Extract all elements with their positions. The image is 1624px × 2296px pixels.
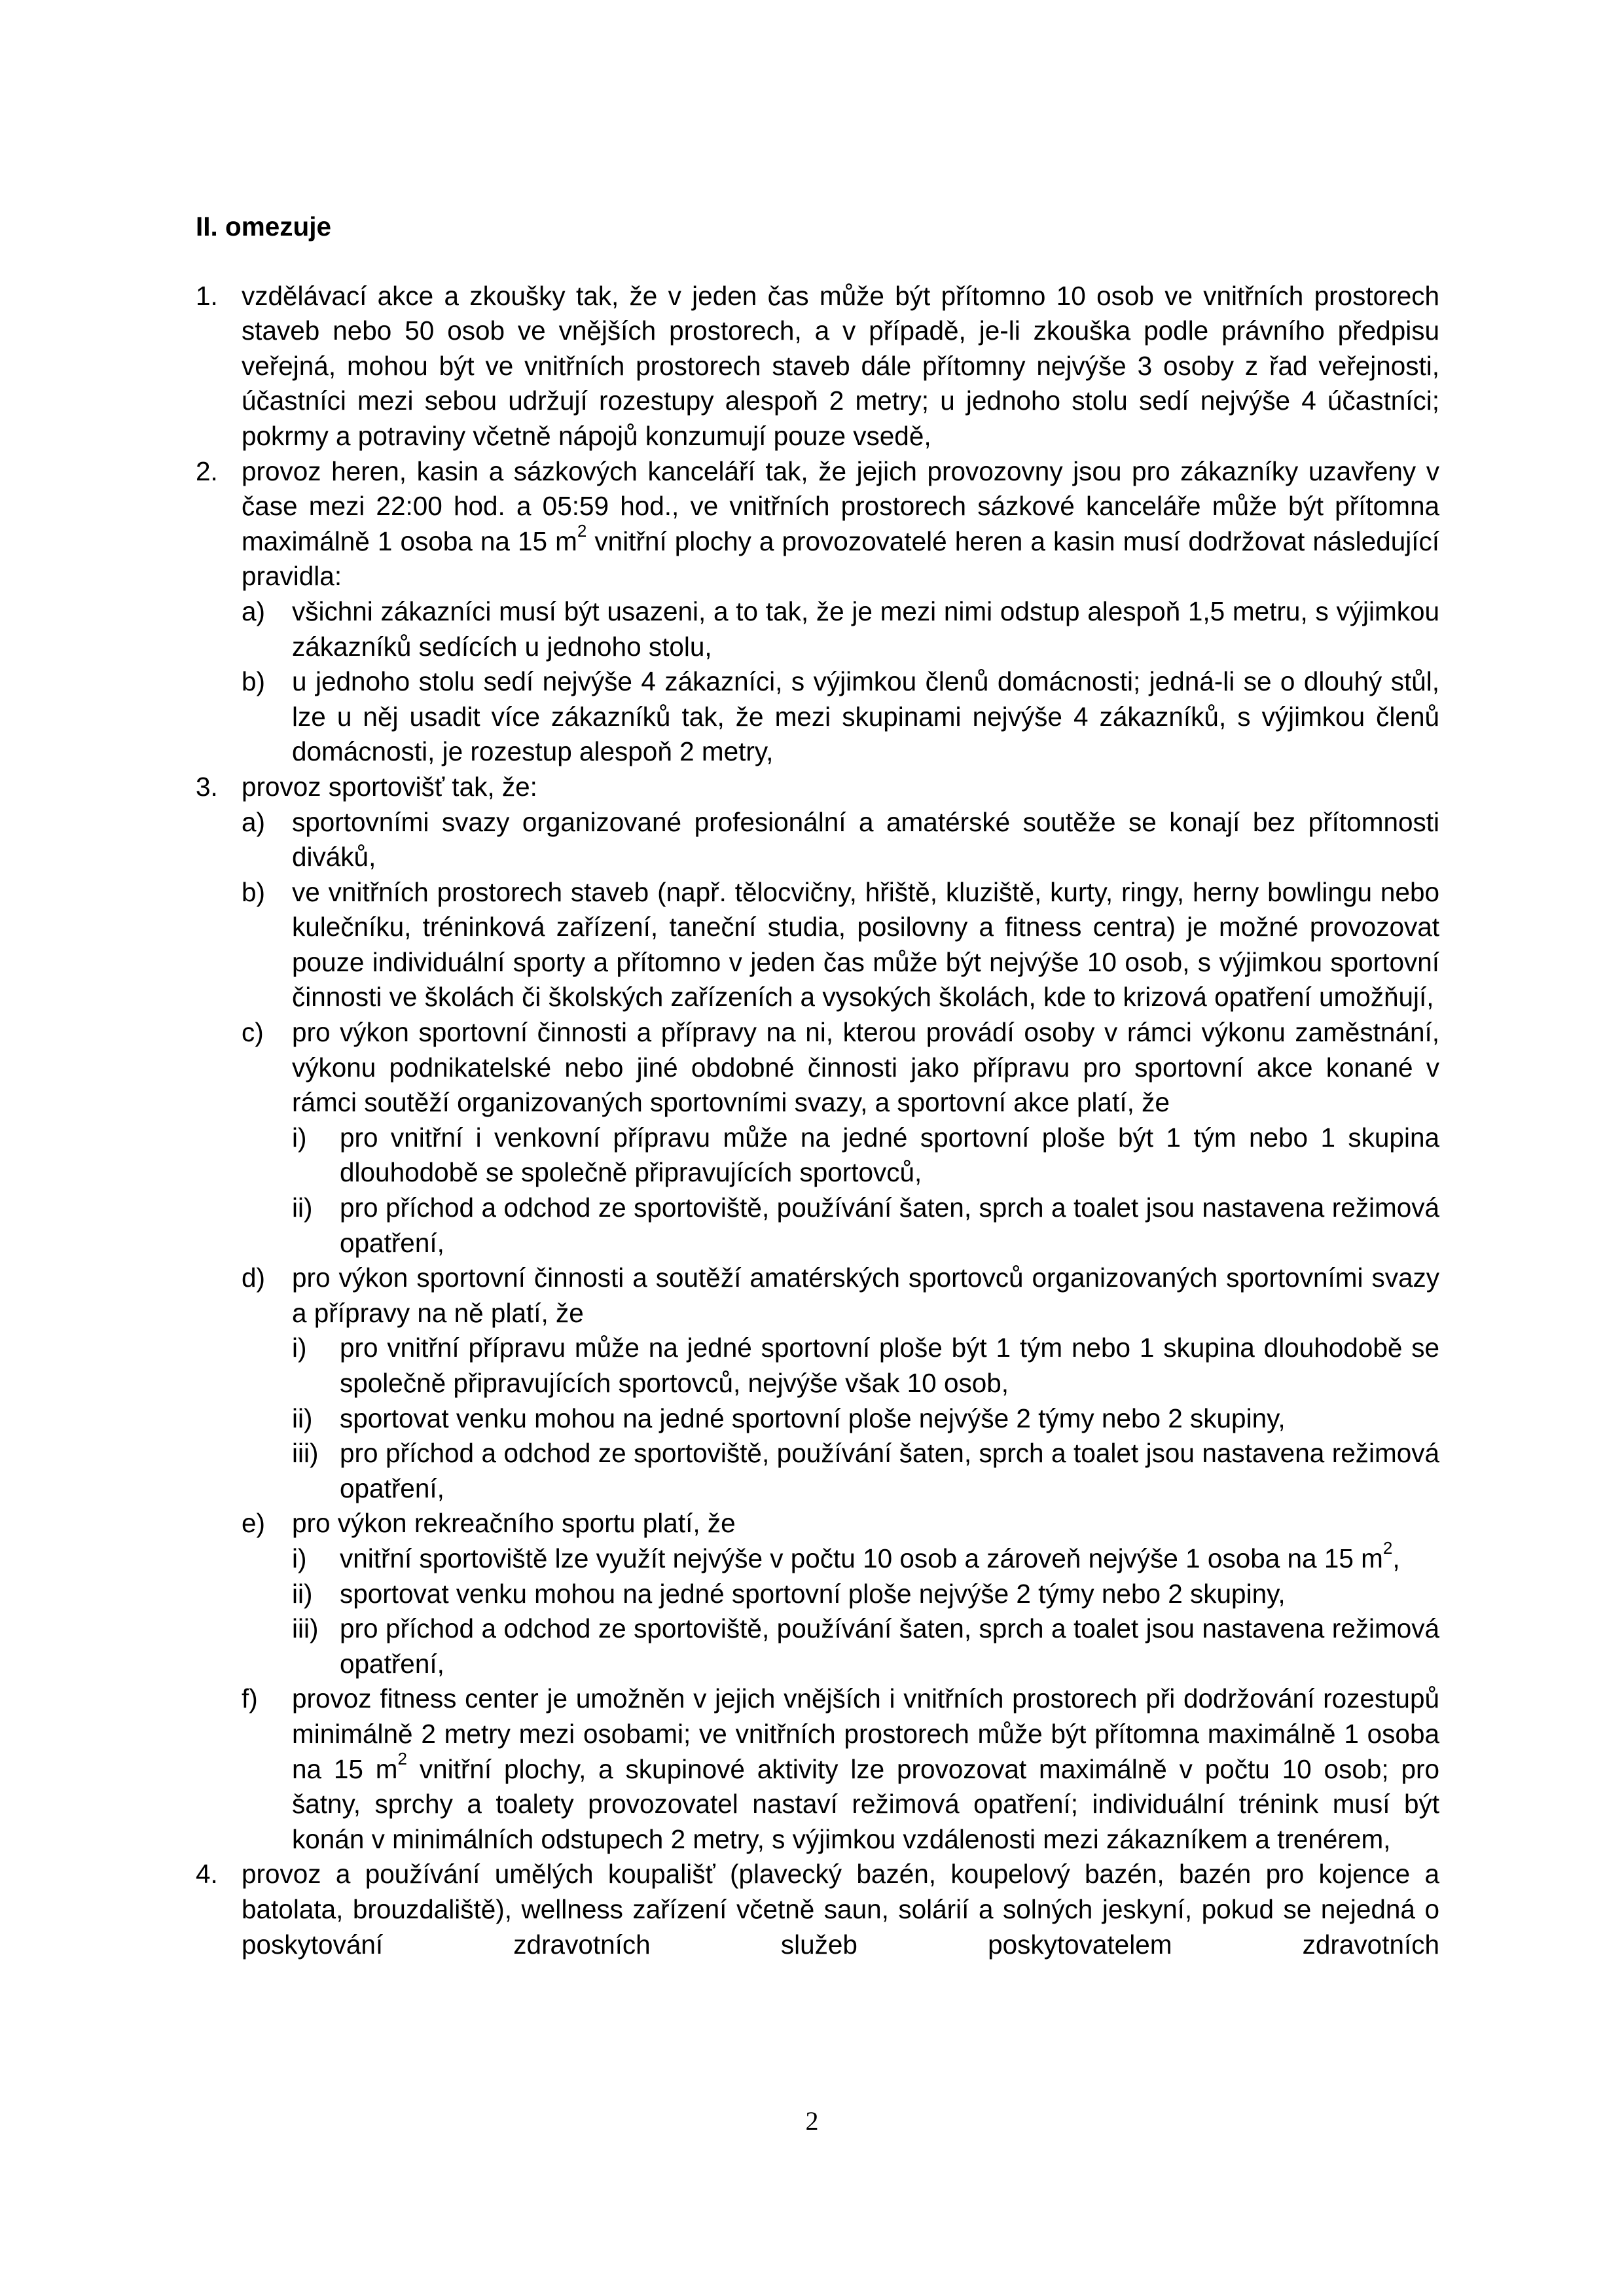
superscript: 2 <box>1382 1538 1393 1558</box>
sub-sub-item-3d-iii <box>292 1436 1439 1506</box>
sub-item-text: u jednoho stolu sedí nejvýše 4 zákazníci, s výjimkou členů domácnosti; jedná-li se o dlouhý stůl, lze u něj usadit více zákazníků tak, že mezi skupinami nejvýše 4 zákazníků, s výjimkou členů domácnosti, je rozestup alespoň 2 metry, <box>292 666 1439 767</box>
sub-item-text: pro výkon rekreačního sportu platí, že <box>292 1508 736 1539</box>
list-item-2 <box>196 454 1439 770</box>
text-part: , <box>1392 1543 1400 1573</box>
sub-sub-item-3c-i <box>292 1121 1439 1191</box>
sub-item-2b <box>242 664 1439 770</box>
sub-sub-item-3e-ii <box>292 1577 1439 1612</box>
sub-number: c) <box>242 1017 264 1048</box>
section-heading: II. omezuje <box>196 211 332 242</box>
sub-sub-item-3d-ii <box>292 1401 1439 1437</box>
sub-item-text: ve vnitřních prostorech staveb (např. tělocvičny, hřiště, kluziště, kurty, ringy, herny bowlingu nebo kulečníku, tréninková zařízení, taneční studia, posilovny a fitness centra) je možné provozovat pouze individuální sporty a přítomno v jeden čas může být nejvýše 10 osob, s výjimkou sportovní činnosti ve školách či školských zařízeních a vysokých školách, kde to krizová opatření umožňují, <box>292 876 1439 1013</box>
text-part: vnitřní plochy a provozovatelé heren a kasin musí dodržovat následující pravidla: <box>242 526 1439 592</box>
sub-item-3f <box>242 1681 1439 1857</box>
sub-sub-item-3d-i <box>292 1331 1439 1401</box>
page-content <box>196 209 1439 1962</box>
text-part: provoz fitness center je umožněn v jejich vnějších i vnitřních prostorech při dodržování rozestupů minimálně 2 metry mezi osobami; ve vnitřních prostorech může být přítomna maximálně 1 osoba na 15 m <box>292 1683 1439 1784</box>
sub-sub-number: ii) <box>292 1403 313 1433</box>
sub-sub-number: ii) <box>292 1578 313 1609</box>
sub-item-3b <box>242 875 1439 1015</box>
sub-item-3e <box>242 1506 1439 1681</box>
sub-sub-item-text: pro příchod a odchod ze sportoviště, používání šaten, sprch a toalet jsou nastavena režimová opatření, <box>340 1193 1439 1258</box>
list-number: 1. <box>196 280 218 311</box>
sub-number: d) <box>242 1263 266 1293</box>
sub-sub-number: i) <box>292 1333 307 1363</box>
text-part: provoz heren, kasin a sázkových kanceláří tak, že jejich provozovny jsou pro zákazníky uzavřeny v čase mezi 22:00 hod. a 05:59 hod., ve vnitřních prostorech sázkové kanceláře může být přítomna maximálně 1 osoba na 15 m <box>242 456 1439 556</box>
sub-sub-item-text: sportovat venku mohou na jedné sportovní ploše nejvýše 2 týmy nebo 2 skupiny, <box>340 1403 1286 1433</box>
sub-number: e) <box>242 1508 266 1539</box>
sub-sub-number: iii) <box>292 1613 319 1644</box>
page-number: 2 <box>805 2106 819 2136</box>
sub-number: f) <box>242 1683 258 1714</box>
list-number: 4. <box>196 1859 218 1890</box>
list-number: 2. <box>196 456 218 486</box>
superscript: 2 <box>577 521 587 541</box>
sub-sub-number: iii) <box>292 1438 319 1469</box>
sub-item-text <box>292 1681 1439 1857</box>
list-item-text: provoz sportovišť tak, že: <box>242 771 537 802</box>
sub-sub-item-3e-iii <box>292 1611 1439 1681</box>
list-item-text: provoz a používání umělých koupališť (plavecký bazén, koupelový bazén, bazén pro kojence a batolata, brouzdaliště), wellness zařízení včetně saun, solárií a solných jeskyní, pokud se nejedná o poskytování zdravotních služeb poskytovatelem zdravotních <box>242 1859 1439 1960</box>
sub-sub-item-text <box>340 1538 1439 1577</box>
sub-sub-item-text: pro příchod a odchod ze sportoviště, používání šaten, sprch a toalet jsou nastavena režimová opatření, <box>340 1438 1439 1503</box>
sub-number: a) <box>242 596 266 626</box>
sub-item-text: pro výkon sportovní činnosti a přípravy na ni, kterou provádí osoby v rámci výkonu zaměstnání, výkonu podnikatelské nebo jiné obdobné činnosti jako přípravu pro sportovní akce konané v rámci soutěží organizovaných sportovními svazy, a sportovní akce platí, že <box>292 1017 1439 1118</box>
sub-item-3a <box>242 805 1439 875</box>
sub-item-3d <box>242 1261 1439 1506</box>
text-part: vnitřní sportoviště lze využít nejvýše v počtu 10 osob a zároveň nejvýše 1 osoba na 15 m <box>340 1543 1383 1573</box>
sub-number: b) <box>242 666 266 697</box>
sub-item-text: všichni zákazníci musí být usazeni, a to tak, že je mezi nimi odstup alespoň 1,5 metru, s výjimkou zákazníků sedících u jednoho stolu, <box>292 596 1439 662</box>
sub-sub-item-text: sportovat venku mohou na jedné sportovní ploše nejvýše 2 týmy nebo 2 skupiny, <box>340 1578 1286 1609</box>
sub-sub-item-3c-ii <box>292 1191 1439 1261</box>
sub-sub-number: i) <box>292 1543 307 1573</box>
list-item-4 <box>196 1857 1439 1962</box>
list-item-text: vzdělávací akce a zkoušky tak, že v jeden čas může být přítomno 10 osob ve vnitřních prostorech staveb nebo 50 osob ve vnějších prostorech, a v případě, je-li zkouška podle právního předpisu veřejná, mohou být ve vnitřních prostorech staveb dále přítomny nejvýše 3 osoby z řad veřejnosti, účastníci mezi sebou udržují rozestupy alespoň 2 metry; u jednoho stolu sedí nejvýše 4 účastníci; pokrmy a potraviny včetně nápojů konzumují pouze vsedě, <box>242 280 1439 451</box>
list-number: 3. <box>196 771 218 802</box>
sub-sub-item-text: pro příchod a odchod ze sportoviště, používání šaten, sprch a toalet jsou nastavena režimová opatření, <box>340 1613 1439 1679</box>
list-item-3 <box>196 770 1439 1857</box>
sub-sub-number: ii) <box>292 1193 313 1223</box>
sub-item-2a <box>242 594 1439 664</box>
text-part: vnitřní plochy, a skupinové aktivity lze provozovat maximálně v počtu 10 osob; pro šatny, sprchy a toalety provozovatel nastaví režimová opatření; individuální trénink musí být konán v minimálních odstupech 2 metry, s výjimkou vzdálenosti mezi zákazníkem a trenérem, <box>292 1753 1440 1854</box>
sub-number: b) <box>242 876 266 907</box>
sub-sub-item-text: pro vnitřní i venkovní přípravu může na jedné sportovní ploše být 1 tým nebo 1 skupina dlouhodobě se společně připravujících sportovců, <box>340 1122 1439 1188</box>
sub-sub-number: i) <box>292 1122 307 1153</box>
list-item-text <box>242 454 1439 594</box>
sub-sub-item-3e-i <box>292 1538 1439 1577</box>
sub-number: a) <box>242 806 266 837</box>
sub-sub-item-text: pro vnitřní přípravu může na jedné sportovní ploše být 1 tým nebo 1 skupina dlouhodobě se společně připravujících sportovců, nejvýše však 10 osob, <box>340 1333 1439 1398</box>
list-item-1 <box>196 279 1439 454</box>
superscript: 2 <box>397 1749 408 1769</box>
sub-item-3c <box>242 1015 1439 1261</box>
sub-item-text: sportovními svazy organizované profesionální a amatérské soutěže se konají bez přítomnosti diváků, <box>292 806 1439 872</box>
sub-item-text: pro výkon sportovní činnosti a soutěží amatérských sportovců organizovaných sportovními svazy a přípravy na ně platí, že <box>292 1263 1439 1328</box>
